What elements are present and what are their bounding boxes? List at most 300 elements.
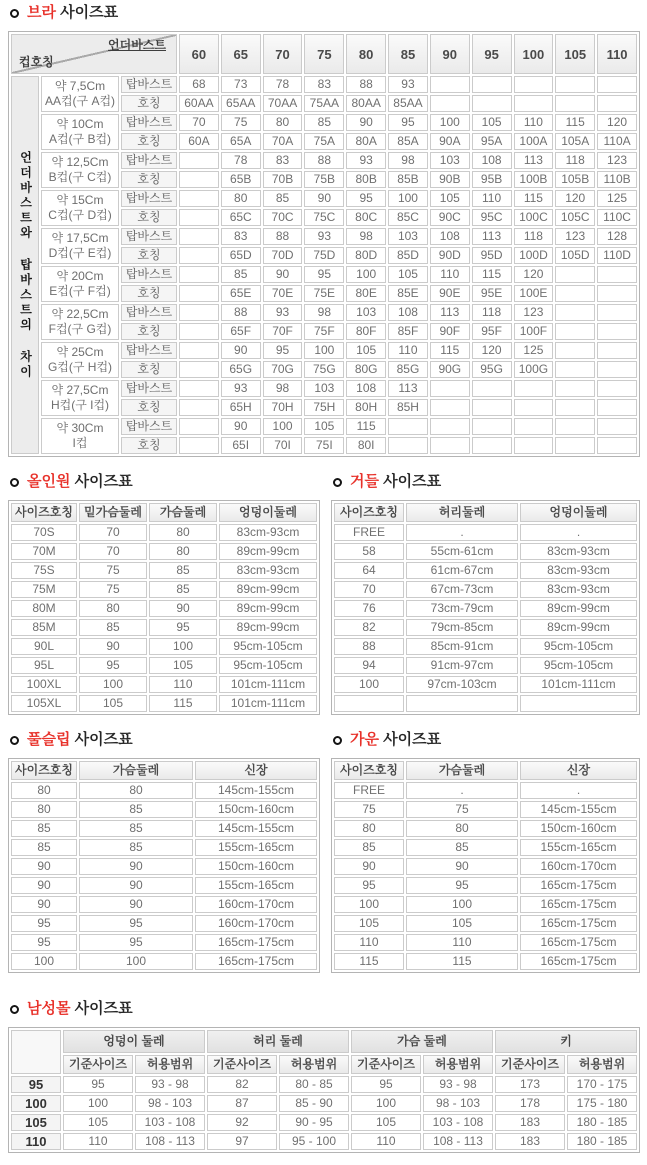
- mens-cell: 90 - 95: [279, 1114, 349, 1131]
- bra-topbust-value: 98: [263, 380, 303, 397]
- bra-topbust-value: 90: [346, 114, 386, 131]
- bra-topbust-value: [388, 418, 428, 435]
- fullslip-row: [11, 915, 317, 932]
- girdle-cell: .: [406, 524, 518, 541]
- bra-topbust-row: [11, 228, 637, 245]
- fullslip-cell: 90: [11, 896, 77, 913]
- bra-underbust-size-header: 95: [472, 34, 512, 74]
- bra-topbust-value: [472, 380, 512, 397]
- fullslip-column-header: 사이즈호칭: [11, 761, 77, 780]
- mens-size-label: 100: [11, 1095, 61, 1112]
- mens-cell: 183: [495, 1114, 565, 1131]
- mens-cell: 183: [495, 1133, 565, 1150]
- bra-hoching-value: 80AA: [346, 95, 386, 112]
- mens-cell: 93 - 98: [423, 1076, 493, 1093]
- bra-cup-name: C컵(구 D컵): [48, 208, 112, 222]
- mens-cell: 100: [63, 1095, 133, 1112]
- bra-hoching-value: 65E: [221, 285, 261, 302]
- mens-cell: 103 - 108: [135, 1114, 205, 1131]
- allinone-cell: 85M: [11, 619, 77, 636]
- bra-topbust-value: 113: [472, 228, 512, 245]
- bra-underbust-size-header: 85: [388, 34, 428, 74]
- bra-hoching-value: 90F: [430, 323, 470, 340]
- allinone-cell: 90: [79, 638, 147, 655]
- girdle-cell: FREE: [334, 524, 404, 541]
- bra-topbust-row: [11, 342, 637, 359]
- fullslip-cell: 95: [79, 934, 193, 951]
- bra-hoching-value: 105B: [555, 171, 595, 188]
- girdle-cell: [520, 695, 637, 712]
- bra-cup-cell: [41, 418, 119, 454]
- mens-sub-header-range: 허용범위: [135, 1055, 205, 1074]
- bra-topbust-value: 115: [472, 266, 512, 283]
- girdle-cell: 79cm-85cm: [406, 619, 518, 636]
- mens-row: [11, 1095, 637, 1112]
- bra-hoching-value: 75I: [304, 437, 344, 454]
- bra-hoching-value: [179, 361, 219, 378]
- gown-cell: 75: [406, 801, 518, 818]
- bra-topbust-value: 95: [346, 190, 386, 207]
- gown-title-highlight: 가운: [350, 731, 379, 748]
- bra-sub-label-topbust: 탑바스트: [121, 342, 177, 359]
- gown-row: [334, 820, 637, 837]
- bra-cup-cell: [41, 114, 119, 150]
- mens-cell: 105: [351, 1114, 421, 1131]
- bra-sub-label-topbust: 탑바스트: [121, 228, 177, 245]
- fullslip-cell: 160cm-170cm: [195, 915, 317, 932]
- gown-row: [334, 934, 637, 951]
- bra-topbust-value: 85: [304, 114, 344, 131]
- bra-hoching-value: 80G: [346, 361, 386, 378]
- bra-cup-diff: 약 27,5Cm: [51, 383, 109, 397]
- girdle-cell: 100: [334, 676, 404, 693]
- gown-cell: 110: [406, 934, 518, 951]
- bra-cup-cell: [41, 76, 119, 112]
- bra-topbust-value: 83: [221, 228, 261, 245]
- bra-topbust-value: 103: [304, 380, 344, 397]
- bra-hoching-value: 65C: [221, 209, 261, 226]
- bra-underbust-size-header: 105: [555, 34, 595, 74]
- mens-cell: 95: [63, 1076, 133, 1093]
- allinone-row: [11, 695, 317, 712]
- allinone-cell: 89cm-99cm: [219, 543, 317, 560]
- bra-hoching-value: 90C: [430, 209, 470, 226]
- bra-sub-label-topbust: 탑바스트: [121, 76, 177, 93]
- bra-cup-name: G컵(구 H컵): [47, 360, 113, 374]
- bra-topbust-value: 68: [179, 76, 219, 93]
- allinone-row: [11, 619, 317, 636]
- bra-topbust-value: 110: [472, 190, 512, 207]
- fullslip-cell: 150cm-160cm: [195, 801, 317, 818]
- bra-sub-label-topbust: 탑바스트: [121, 304, 177, 321]
- gown-cell: 105: [406, 915, 518, 932]
- fullslip-cell: 90: [79, 877, 193, 894]
- bra-cup-diff: 약 25Cm: [56, 345, 104, 359]
- gown-title: [350, 731, 441, 749]
- mens-group-header-row: [11, 1030, 637, 1053]
- bra-topbust-value: [179, 152, 219, 169]
- bra-topbust-value: 100: [346, 266, 386, 283]
- allinone-row: [11, 524, 317, 541]
- allinone-cell: 80M: [11, 600, 77, 617]
- bra-hoching-value: 85F: [388, 323, 428, 340]
- bra-cup-cell: [41, 228, 119, 264]
- bra-topbust-value: 113: [430, 304, 470, 321]
- bra-hoching-value: [514, 437, 554, 454]
- girdle-size-table: [331, 500, 640, 715]
- mens-group-header: 키: [495, 1030, 637, 1053]
- bra-topbust-value: [555, 76, 595, 93]
- bra-topbust-value: 115: [514, 190, 554, 207]
- gown-cell: 100: [406, 896, 518, 913]
- fullslip-cell: 90: [11, 858, 77, 875]
- bra-topbust-value: [597, 76, 637, 93]
- bra-hoching-value: [179, 399, 219, 416]
- fullslip-cell: 85: [79, 801, 193, 818]
- bra-cup-cell: [41, 190, 119, 226]
- bra-topbust-value: 80: [263, 114, 303, 131]
- mens-cell: 105: [63, 1114, 133, 1131]
- bra-sub-label-hoching: 호칭: [121, 323, 177, 340]
- bra-topbust-value: 115: [555, 114, 595, 131]
- bra-cup-cell: [41, 380, 119, 416]
- gown-cell: 100: [334, 896, 404, 913]
- girdle-section-title: [333, 473, 640, 491]
- bra-hoching-value: 90B: [430, 171, 470, 188]
- fullslip-cell: 95: [79, 915, 193, 932]
- bra-hoching-value: 75F: [304, 323, 344, 340]
- girdle-cell: .: [520, 524, 637, 541]
- bullet-icon: [10, 9, 19, 18]
- bra-hoching-value: 70F: [263, 323, 303, 340]
- bra-topbust-value: 88: [304, 152, 344, 169]
- bra-cup-name: I컵: [72, 436, 88, 450]
- fullslip-title-rest: 사이즈표: [74, 731, 133, 748]
- gown-row: [334, 782, 637, 799]
- fullslip-row: [11, 801, 317, 818]
- girdle-table-body: [334, 524, 637, 712]
- girdle-cell: 97cm-103cm: [406, 676, 518, 693]
- girdle-row: [334, 657, 637, 674]
- girdle-row: [334, 676, 637, 693]
- bra-topbust-value: [179, 304, 219, 321]
- allinone-cell: 89cm-99cm: [219, 581, 317, 598]
- girdle-cell: 67cm-73cm: [406, 581, 518, 598]
- mens-sub-header-base: 기준사이즈: [63, 1055, 133, 1074]
- bra-sub-label-topbust: 탑바스트: [121, 114, 177, 131]
- bra-hoching-value: 105A: [555, 133, 595, 150]
- gown-cell: 165cm-175cm: [520, 915, 637, 932]
- girdle-cell: 101cm-111cm: [520, 676, 637, 693]
- bra-topbust-value: 108: [388, 304, 428, 321]
- bra-topbust-value: 98: [388, 152, 428, 169]
- bra-topbust-value: [430, 76, 470, 93]
- gown-row: [334, 839, 637, 856]
- allinone-cell: 85: [149, 581, 217, 598]
- bra-topbust-value: 113: [514, 152, 554, 169]
- bullet-icon: [10, 1005, 19, 1014]
- allinone-row: [11, 562, 317, 579]
- bra-hoching-value: 85B: [388, 171, 428, 188]
- allinone-cell: 95: [79, 657, 147, 674]
- bra-topbust-row: [11, 380, 637, 397]
- bra-hoching-value: 75A: [304, 133, 344, 150]
- gown-cell: 80: [406, 820, 518, 837]
- bra-sub-label-hoching: 호칭: [121, 285, 177, 302]
- bra-topbust-value: [472, 418, 512, 435]
- bullet-icon: [333, 736, 342, 745]
- bra-topbust-value: 103: [430, 152, 470, 169]
- fullslip-row: [11, 858, 317, 875]
- bra-hoching-value: [179, 171, 219, 188]
- bra-hoching-value: [597, 285, 637, 302]
- mens-title-highlight: 남성몰: [27, 1000, 71, 1017]
- bra-hoching-value: 65I: [221, 437, 261, 454]
- bra-hoching-value: [179, 437, 219, 454]
- bra-hoching-value: 110C: [597, 209, 637, 226]
- allinone-column-header: 엉덩이둘레: [219, 503, 317, 522]
- gown-row: [334, 896, 637, 913]
- allinone-row: [11, 638, 317, 655]
- gown-cell: 85: [406, 839, 518, 856]
- bra-sub-label-hoching: 호칭: [121, 399, 177, 416]
- bra-hoching-value: 90D: [430, 247, 470, 264]
- girdle-cell: 76: [334, 600, 404, 617]
- allinone-cell: 95cm-105cm: [219, 638, 317, 655]
- girdle-cell: 95cm-105cm: [520, 638, 637, 655]
- girdle-cell: 83cm-93cm: [520, 543, 637, 560]
- fullslip-cell: 100: [79, 953, 193, 970]
- allinone-cell: 89cm-99cm: [219, 600, 317, 617]
- mens-cell: 92: [207, 1114, 277, 1131]
- bra-topbust-value: [555, 380, 595, 397]
- fullslip-section-title: [10, 731, 320, 749]
- allinone-cell: 100: [79, 676, 147, 693]
- bra-topbust-value: 108: [430, 228, 470, 245]
- bra-topbust-value: [597, 266, 637, 283]
- girdle-cell: 94: [334, 657, 404, 674]
- gown-row: [334, 877, 637, 894]
- bra-cup-name: A컵(구 B컵): [48, 132, 112, 146]
- allinone-column-header: 밑가슴둘레: [79, 503, 147, 522]
- bra-topbust-value: 105: [304, 418, 344, 435]
- cup-name-corner-label: 컵호칭: [19, 55, 54, 69]
- bra-hoching-value: [555, 361, 595, 378]
- bra-topbust-value: 98: [346, 228, 386, 245]
- allinone-cell: 80: [149, 524, 217, 541]
- bra-topbust-value: [179, 266, 219, 283]
- girdle-cell: 83cm-93cm: [520, 581, 637, 598]
- bra-topbust-value: [555, 304, 595, 321]
- allinone-cell: 100XL: [11, 676, 77, 693]
- bra-hoching-value: 80H: [346, 399, 386, 416]
- fullslip-column-header: 가슴둘레: [79, 761, 193, 780]
- bra-hoching-value: 100A: [514, 133, 554, 150]
- bra-topbust-value: 128: [597, 228, 637, 245]
- bra-underbust-size-header: 80: [346, 34, 386, 74]
- allinone-cell: 80: [149, 543, 217, 560]
- bra-hoching-value: 70H: [263, 399, 303, 416]
- mens-cell: 173: [495, 1076, 565, 1093]
- allinone-cell: 95: [149, 619, 217, 636]
- allinone-cell: 115: [149, 695, 217, 712]
- bra-topbust-value: 78: [221, 152, 261, 169]
- bra-topbust-value: 123: [514, 304, 554, 321]
- bra-header-row: [11, 34, 637, 74]
- allinone-size-table: [8, 500, 320, 715]
- bra-cup-diff: 약 30Cm: [56, 421, 104, 435]
- bra-hoching-value: [472, 437, 512, 454]
- bra-topbust-value: [597, 304, 637, 321]
- bra-hoching-value: 100B: [514, 171, 554, 188]
- gown-cell: 110: [334, 934, 404, 951]
- bra-topbust-value: 93: [263, 304, 303, 321]
- bra-hoching-value: 85AA: [388, 95, 428, 112]
- underbust-corner-label: 언더바스트: [108, 38, 166, 52]
- gown-cell: .: [520, 782, 637, 799]
- allinone-cell: 85: [79, 619, 147, 636]
- bra-sub-label-topbust: 탑바스트: [121, 418, 177, 435]
- bra-topbust-value: 93: [388, 76, 428, 93]
- gown-column-header: 사이즈호칭: [334, 761, 404, 780]
- fullslip-cell: 95: [11, 934, 77, 951]
- bra-hoching-value: 70E: [263, 285, 303, 302]
- bra-topbust-value: [179, 380, 219, 397]
- bra-hoching-value: 90G: [430, 361, 470, 378]
- bra-hoching-value: [179, 323, 219, 340]
- bra-topbust-value: 105: [388, 266, 428, 283]
- allinone-row: [11, 600, 317, 617]
- bra-hoching-value: 85G: [388, 361, 428, 378]
- girdle-row: [334, 619, 637, 636]
- bra-cup-name: F컵(구 G컵): [48, 322, 112, 336]
- bra-topbust-value: 70: [179, 114, 219, 131]
- allinone-cell: 70: [79, 543, 147, 560]
- allinone-cell: 95L: [11, 657, 77, 674]
- bra-topbust-value: 120: [597, 114, 637, 131]
- bra-hoching-value: [514, 95, 554, 112]
- bra-topbust-value: 90: [263, 266, 303, 283]
- bra-topbust-value: [179, 190, 219, 207]
- bra-hoching-value: 80B: [346, 171, 386, 188]
- mens-cell: 108 - 113: [423, 1133, 493, 1150]
- fullslip-gown-row: [8, 731, 640, 973]
- fullslip-section: [8, 731, 320, 973]
- gown-cell: 160cm-170cm: [520, 858, 637, 875]
- bra-hoching-value: 70AA: [263, 95, 303, 112]
- gown-row: [334, 858, 637, 875]
- bra-hoching-value: [555, 285, 595, 302]
- allinone-title: [27, 473, 133, 491]
- gown-cell: 75: [334, 801, 404, 818]
- fullslip-title-highlight: 풀슬립: [27, 731, 71, 748]
- bra-hoching-value: [555, 323, 595, 340]
- gown-section: [331, 731, 640, 973]
- bra-topbust-value: 95: [304, 266, 344, 283]
- bra-topbust-value: 103: [388, 228, 428, 245]
- bra-hoching-value: [597, 399, 637, 416]
- fullslip-table-body: [11, 782, 317, 970]
- allinone-cell: 90L: [11, 638, 77, 655]
- mens-cell: 98 - 103: [135, 1095, 205, 1112]
- bra-topbust-value: [179, 418, 219, 435]
- bra-hoching-value: 90A: [430, 133, 470, 150]
- bra-topbust-row: [11, 190, 637, 207]
- bra-hoching-value: 65G: [221, 361, 261, 378]
- bra-topbust-value: 90: [221, 342, 261, 359]
- bra-section: [8, 4, 640, 457]
- gown-cell: 165cm-175cm: [520, 953, 637, 970]
- bra-title: [27, 4, 118, 22]
- bra-topbust-value: 125: [597, 190, 637, 207]
- bra-size-table: [8, 31, 640, 457]
- mens-cell: 170 - 175: [567, 1076, 637, 1093]
- bra-hoching-value: 110A: [597, 133, 637, 150]
- bra-hoching-value: 75H: [304, 399, 344, 416]
- bra-hoching-value: 70G: [263, 361, 303, 378]
- bra-hoching-value: [472, 399, 512, 416]
- bra-topbust-value: 95: [388, 114, 428, 131]
- allinone-cell: 75: [79, 562, 147, 579]
- mens-row: [11, 1114, 637, 1131]
- bra-topbust-value: 78: [263, 76, 303, 93]
- bra-topbust-row: [11, 304, 637, 321]
- girdle-row: [334, 562, 637, 579]
- bra-topbust-value: [597, 380, 637, 397]
- bra-hoching-value: 75C: [304, 209, 344, 226]
- bra-side-vertical-label: 언더바스트와 탑바스트의 차이: [11, 76, 39, 454]
- gown-section-title: [333, 731, 640, 749]
- fullslip-column-header: 신장: [195, 761, 317, 780]
- allinone-table-body: [11, 524, 317, 712]
- bra-topbust-value: 85: [263, 190, 303, 207]
- bra-topbust-value: 110: [514, 114, 554, 131]
- bra-hoching-value: 80C: [346, 209, 386, 226]
- bra-topbust-value: 93: [221, 380, 261, 397]
- bra-cup-cell: [41, 342, 119, 378]
- bra-hoching-value: [179, 209, 219, 226]
- bra-hoching-value: 70C: [263, 209, 303, 226]
- bullet-icon: [10, 478, 19, 487]
- gown-cell: 165cm-175cm: [520, 877, 637, 894]
- gown-column-header: 가슴둘레: [406, 761, 518, 780]
- bra-table-body: [11, 76, 637, 454]
- bra-hoching-value: 65F: [221, 323, 261, 340]
- girdle-column-header: 허리둘레: [406, 503, 518, 522]
- mens-cell: 87: [207, 1095, 277, 1112]
- mens-cell: 180 - 185: [567, 1133, 637, 1150]
- bra-topbust-value: 118: [514, 228, 554, 245]
- bra-hoching-value: [514, 399, 554, 416]
- bra-underbust-size-header: 65: [221, 34, 261, 74]
- gown-cell: 150cm-160cm: [520, 820, 637, 837]
- allinone-cell: 70S: [11, 524, 77, 541]
- bra-hoching-value: [597, 323, 637, 340]
- allinone-cell: 90: [149, 600, 217, 617]
- mens-cell: 93 - 98: [135, 1076, 205, 1093]
- bra-hoching-value: 90E: [430, 285, 470, 302]
- girdle-row: [334, 581, 637, 598]
- bra-cup-cell: [41, 152, 119, 188]
- mens-section: [8, 1000, 640, 1153]
- allinone-cell: 80: [79, 600, 147, 617]
- girdle-cell: 89cm-99cm: [520, 600, 637, 617]
- fullslip-cell: 90: [79, 858, 193, 875]
- girdle-row: [334, 600, 637, 617]
- bra-topbust-value: 75: [221, 114, 261, 131]
- bra-hoching-value: 105D: [555, 247, 595, 264]
- bra-hoching-value: 75D: [304, 247, 344, 264]
